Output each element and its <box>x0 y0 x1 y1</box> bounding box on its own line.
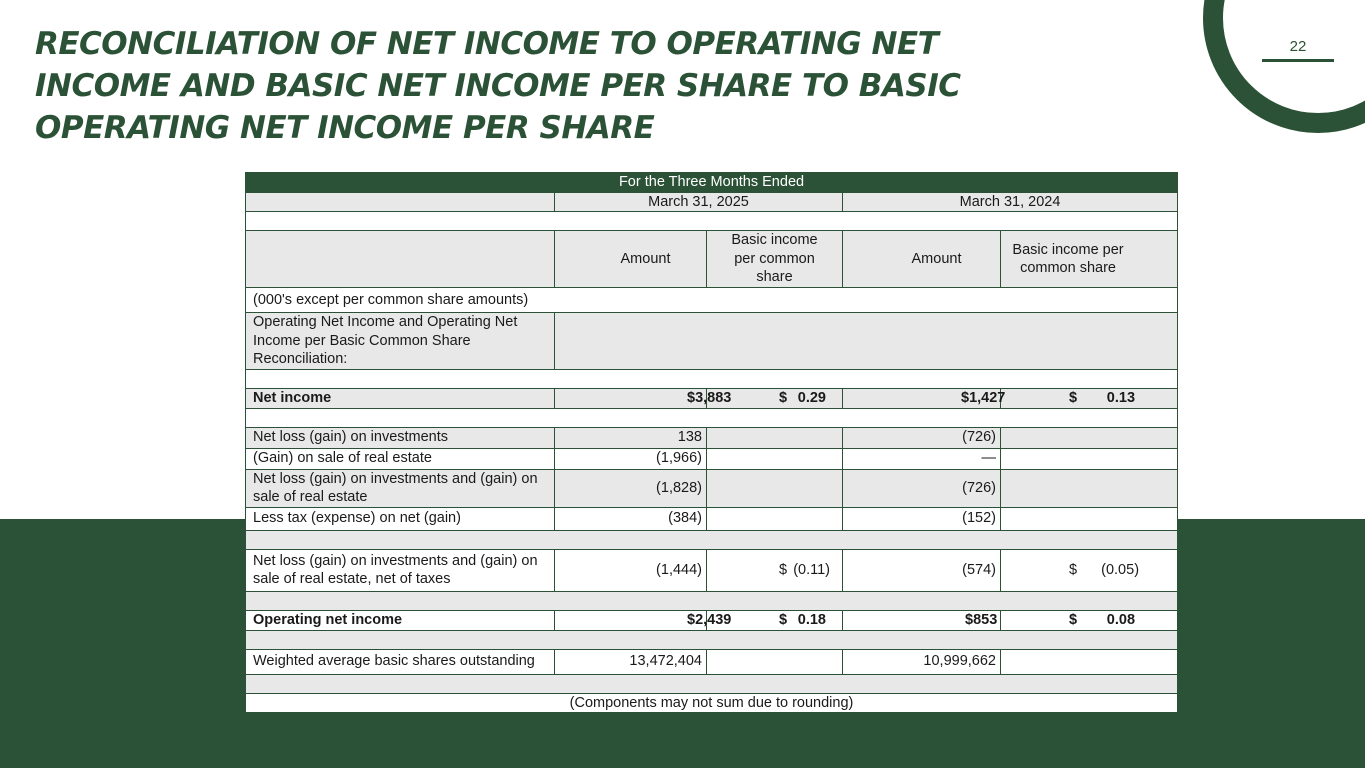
dollar-sign: $ <box>961 390 970 406</box>
dollar-sign: $ <box>1069 390 1078 406</box>
decorative-ring <box>1203 0 1365 133</box>
dollar-sign: $ <box>779 611 788 628</box>
col-amount-2024: Amount <box>843 231 1001 288</box>
net-income-row <box>246 389 1178 409</box>
period-header-row <box>246 173 1178 193</box>
units-note-row <box>246 288 1178 313</box>
net-of-tax-amt-2025: (1,444) <box>555 549 707 591</box>
page-number-underline <box>1262 59 1334 62</box>
period-header: For the Three Months Ended <box>246 173 1178 193</box>
spacer-row <box>246 674 1178 693</box>
column-header-row <box>246 231 1178 288</box>
combined-amt-2024: (726) <box>843 469 1001 507</box>
units-note: (000's except per common share amounts) <box>246 288 1178 313</box>
real-estate-label: (Gain) on sale of real estate <box>246 448 555 469</box>
net-income-amt-2025: 3,883 <box>695 390 732 406</box>
spacer-row <box>246 530 1178 549</box>
col-per-share-2024: Basic income per common share <box>1001 231 1178 288</box>
page-number: 22 <box>1289 38 1307 55</box>
footnote-row <box>246 693 1178 713</box>
dollar-sign: $ <box>779 561 788 578</box>
spacer-row <box>246 591 1178 610</box>
operating-income-row <box>246 610 1178 630</box>
spacer-row <box>246 370 1178 389</box>
date-2024: March 31, 2024 <box>843 192 1178 212</box>
spacer-row <box>246 212 1178 231</box>
real-estate-amt-2025: (1,966) <box>555 448 707 469</box>
shares-2024: 10,999,662 <box>843 649 1001 674</box>
col-amount-2025: Amount <box>555 231 707 288</box>
net-of-tax-ps-2024: (0.05) <box>1101 561 1140 578</box>
tax-amt-2024: (152) <box>843 507 1001 530</box>
net-income-label: Net income <box>246 389 555 409</box>
investments-amt-2025: 138 <box>555 427 707 448</box>
shares-row <box>246 649 1178 674</box>
operating-ps-2025: 0.18 <box>797 611 826 628</box>
col-per-share-2025: Basic income per common share <box>707 231 843 288</box>
net-income-amt-2024: 1,427 <box>969 390 1006 406</box>
dollar-sign: $ <box>965 611 974 628</box>
operating-amt-2024: 853 <box>973 611 998 628</box>
section-title-row <box>246 313 1178 370</box>
combined-row <box>246 469 1178 507</box>
tax-row <box>246 507 1178 530</box>
tax-amt-2025: (384) <box>555 507 707 530</box>
net-income-ps-2025: 0.29 <box>797 390 826 406</box>
spacer-row <box>246 408 1178 427</box>
slide-title: RECONCILIATION OF NET INCOME TO OPERATING NET INCOME AND BASIC NET INCOME PER SHARE TO BASIC OPERATING NET INCOME PER SHARE <box>35 26 961 146</box>
tax-label: Less tax (expense) on net (gain) <box>246 507 555 530</box>
dollar-sign: $ <box>779 390 788 406</box>
shares-2025: 13,472,404 <box>555 649 707 674</box>
dollar-sign: $ <box>687 611 696 628</box>
dollar-sign: $ <box>1069 561 1078 578</box>
date-2025: March 31, 2025 <box>555 192 843 212</box>
rounding-footnote: (Components may not sum due to rounding) <box>246 693 1178 713</box>
net-income-ps-2024: 0.13 <box>1106 390 1136 406</box>
net-of-tax-amt-2024: (574) <box>843 549 1001 591</box>
investments-row <box>246 427 1178 448</box>
net-of-tax-row <box>246 549 1178 591</box>
investments-label: Net loss (gain) on investments <box>246 427 555 448</box>
dollar-sign: $ <box>687 390 696 406</box>
combined-amt-2025: (1,828) <box>555 469 707 507</box>
section-title: Operating Net Income and Operating Net Income per Basic Common Share Reconciliation: <box>246 313 555 370</box>
net-of-tax-ps-2025: (0.11) <box>793 561 830 578</box>
net-of-tax-label: Net loss (gain) on investments and (gain) on sale of real estate, net of taxes <box>246 549 555 591</box>
spacer-row <box>246 630 1178 649</box>
date-header-row <box>246 192 1178 212</box>
real-estate-row <box>246 448 1178 469</box>
dollar-sign: $ <box>1069 611 1078 628</box>
investments-amt-2024: (726) <box>843 427 1001 448</box>
operating-amt-2025: 2,439 <box>695 611 732 628</box>
operating-ps-2024: 0.08 <box>1106 611 1136 628</box>
combined-label: Net loss (gain) on investments and (gain) on sale of real estate <box>246 469 555 507</box>
reconciliation-table <box>245 172 1178 713</box>
operating-income-label: Operating net income <box>246 610 555 630</box>
shares-label: Weighted average basic shares outstanding <box>246 649 555 674</box>
real-estate-amt-2024: — <box>843 448 1001 469</box>
